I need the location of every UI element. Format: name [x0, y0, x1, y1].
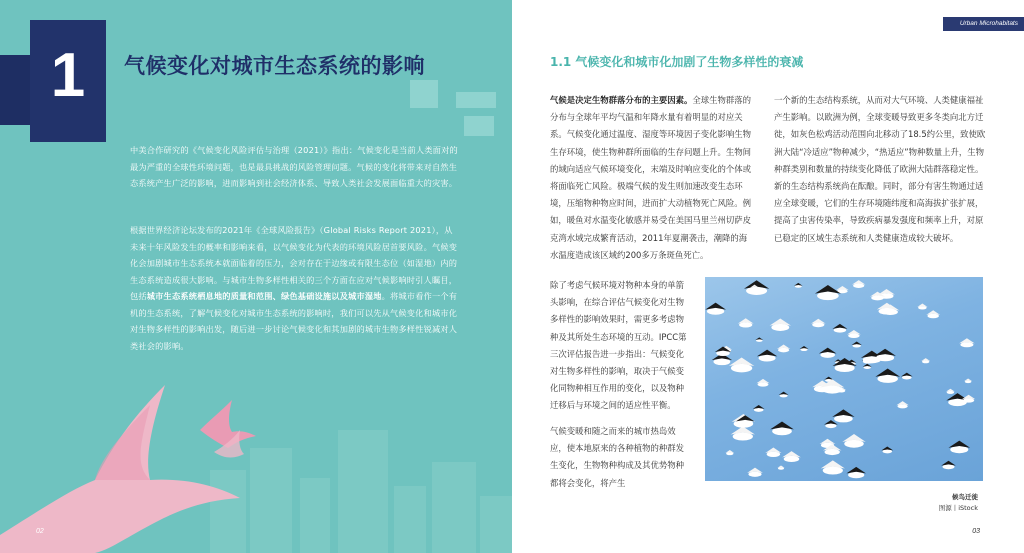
bird-in-flight	[738, 318, 754, 327]
flock-of-birds	[705, 277, 983, 481]
bird-in-flight	[753, 405, 765, 412]
bird-in-flight	[846, 467, 865, 478]
decor-bar	[410, 80, 438, 108]
bird-in-flight	[770, 421, 794, 435]
running-header: Urban Microhabitats	[943, 17, 1024, 31]
bird-in-flight	[756, 379, 769, 387]
bird-in-flight	[770, 318, 791, 331]
bird-in-flight	[941, 461, 956, 469]
bird-in-flight	[877, 303, 897, 315]
bird-in-flight	[821, 460, 845, 474]
bird-in-flight	[815, 285, 841, 300]
bird-in-flight	[731, 426, 755, 440]
page-number: 03	[972, 528, 980, 535]
bird-in-flight	[921, 358, 930, 363]
body-column-2: 一个新的生态结构系统，从而对大气环境、人类健康福祉产生影响。以欧洲为例，全球变暖导致更多冬类向北方迁徙，如灰色松鸡活动范围向北移动了18.5约公里，致使欧洲大陆“冷适应”物种减少，“热适应”物种数量上升，生物种群类别和数量的持续变化降低了欧洲大陆群落稳定性。新的生态结构系统尚在酝酿。同时，部分有害生物通过适应全球变暖，它们的生存环境随纬度和高海拔扩张扩展，提高了虫害传染率，导致疾病暴发强度和频率上升，对原已稳定的区域生态系统和人类健康造成较大破坏。	[774, 95, 986, 243]
bird-in-flight	[949, 441, 971, 454]
bird-in-flight	[824, 420, 838, 428]
bird-in-flight	[917, 304, 927, 310]
column-1-lead: 气候是决定生物群落分布的主要因素。	[550, 95, 693, 105]
decor-bar	[464, 116, 494, 136]
bird-in-flight	[819, 348, 837, 358]
bird-in-flight	[811, 319, 826, 328]
chapter-title: 气候变化对城市生态系统的影响	[124, 54, 425, 78]
intro-paragraph: 中美合作研究的《气候变化风险评估与治理（2021）》指出：气候变化是当前人类面对的最为严重的全球性环境问题，也是最具挑战的风险管理问题。气候的变化将带来对自然生态系统产生广泛的影响，进而影响到社会经济体系、导致人类社会发展面临重大的灾害。	[130, 145, 458, 188]
bird-in-flight	[794, 283, 802, 288]
bird-in-flight	[842, 434, 865, 448]
bird-in-flight	[755, 337, 763, 342]
decor-bar	[456, 92, 496, 108]
navy-accent-block	[0, 55, 30, 125]
bird-in-flight	[881, 447, 893, 454]
right-page	[512, 0, 1024, 553]
bird-in-flight	[847, 330, 861, 338]
bird-in-flight	[820, 379, 844, 393]
bird-in-flight	[852, 342, 862, 348]
body-column-3b: 气候变暖和随之而来的城市热岛效应，使本地原来的各种植物的种群发生变化，生物物种构成及其优势物种都将会变化，将产生	[550, 426, 684, 488]
risk-paragraph-emphasis: 城市生态系统栖息地的质量和范围、绿色基础设施以及城市湿地	[146, 291, 382, 301]
bird-in-flight	[747, 468, 763, 477]
caption-credit: 图源丨iStock	[938, 504, 978, 512]
bird-in-flight	[800, 346, 809, 351]
caption-title: 候鸟迁徙	[952, 493, 978, 501]
bird-in-flight	[964, 379, 972, 384]
risk-paragraph-text: 根据世界经济论坛发布的2021年《全球风险报告》（Global Risks Report 2021），从未来十年风险发生的概率和影响来看，以气候变化为代表的环境风险居首要风险。气候变化会加剧城市生态系统本就面临着的压力，会对存在于边缘或有限生态位（如湿地）内的生态系统造成很大影响。与城市生物多样性相关的三个方面在应对气候影响时引人瞩目，包括	[130, 225, 458, 301]
bird-in-flight	[863, 364, 872, 369]
migrating-birds-photo	[705, 277, 983, 481]
risk-paragraph-text-cont: 。将城市看作一个有机的生态系统，了解气候变化对城市生态系统的影响时，我们可以先从气候变化和城市化对生物多样性的影响出发，随后进一步讨论气候变化和其加剧的城市生物多样性锐减对人类社会的影响。	[130, 291, 458, 351]
bird-in-flight	[896, 401, 908, 408]
page-number: 02	[36, 528, 44, 535]
building-silhouette	[480, 496, 512, 553]
bird-in-flight	[901, 373, 913, 380]
bird-in-flight	[832, 409, 854, 422]
bird-in-flight	[832, 324, 847, 333]
bird-in-flight	[777, 465, 784, 469]
column-1-text: 全球生物群落的分布与全球年平均气温和年降水量有着明显的对应关系。气候变化通过温度、湿度等环境因子变化影响生物生存环境，使生物种群所面临的生存问题上升。生物间的域向适应气候环境变化，末端及时响应变化的个体或将面临死亡风险。极端气候的发生则加速改变生态环境，压缩物种物应时间，进而扩大动植物死亡风险。例如，暖鱼对水温变化敏感并易受在美国马里兰州切萨皮克湾水域完成繁育活动，2011年夏潮袭击，潮降的海水温度造成该区域约200多万条斑鱼死亡。	[550, 95, 751, 260]
bird-in-flight	[926, 310, 940, 318]
bird-in-flight	[874, 349, 896, 362]
bird-in-flight	[782, 451, 801, 462]
pink-birds-illustration	[0, 360, 300, 553]
chapter-number: 1	[50, 41, 86, 110]
bird-in-flight	[757, 350, 777, 362]
bird-in-flight	[962, 395, 976, 403]
bird-in-flight	[779, 392, 789, 398]
risk-paragraph	[130, 222, 460, 354]
bird-in-flight	[852, 280, 865, 288]
bird-in-flight	[725, 450, 734, 455]
bird-in-flight	[777, 345, 790, 353]
bird-in-flight	[765, 448, 781, 457]
building-silhouette	[300, 478, 330, 553]
bird-small	[200, 400, 256, 448]
building-silhouette	[394, 486, 426, 553]
section-title: 1.1 气候变化和城市化加剧了生物多样性的衰减	[550, 55, 804, 69]
bird-in-flight	[705, 303, 726, 315]
building-silhouette	[432, 462, 476, 553]
body-column-1	[550, 92, 754, 264]
body-column-3a: 除了考虑气候环境对物种本身的单箭头影响，在综合评估气候变化对生物多样性的影响效果时，需更多考虑物种及其所处生态环境的互动。IPCC第三次评估报告进一步指出：气候变化对生物多样性的影响，取决于气候变化同物种相互作用的变化，以及物种迁移后与环境之间的适应性平衡。	[550, 280, 687, 411]
bird-in-flight	[875, 369, 900, 383]
building-silhouette	[338, 430, 388, 553]
bird-in-flight	[959, 338, 975, 347]
bird-in-flight	[833, 358, 857, 372]
bird-in-flight	[946, 389, 955, 394]
bird-in-flight	[736, 415, 754, 426]
bird-in-flight	[729, 357, 755, 372]
photo-caption	[939, 492, 978, 514]
